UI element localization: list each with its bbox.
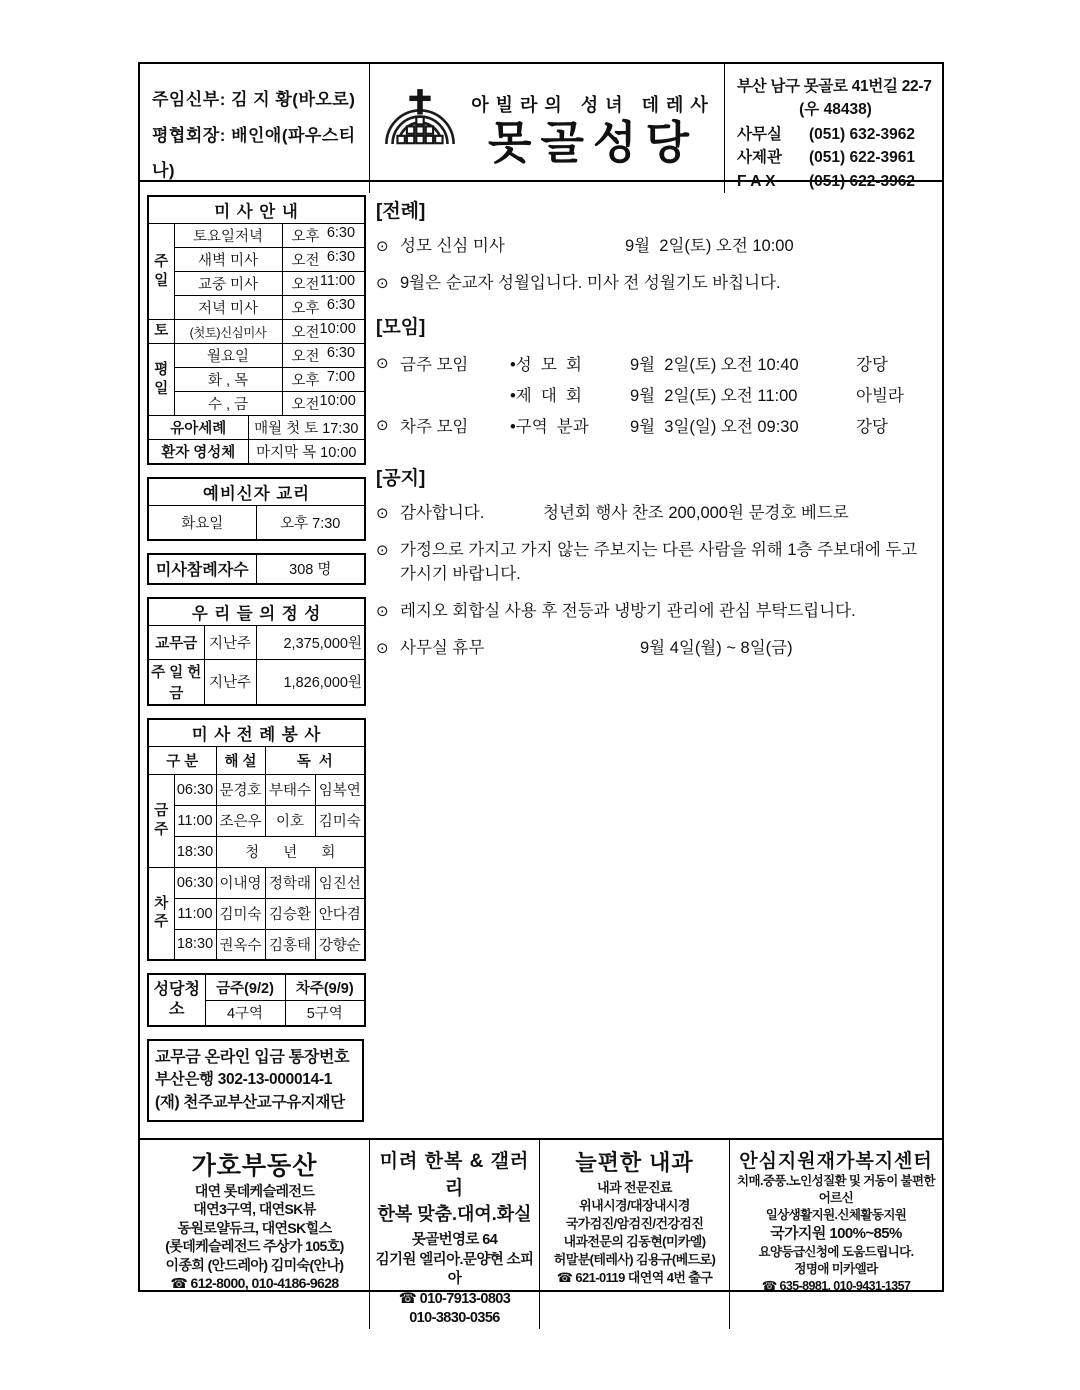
ad-line: 김기원 엘리아.문양현 소피아 (375, 1251, 534, 1288)
notice-item-detail: 9월 4일(월) ~ 8일(금) (640, 638, 793, 657)
ad-line: 국가지원 100%~85% (770, 1224, 902, 1242)
mass-name: (첫토)신심미사 (174, 320, 282, 344)
servers-time: 06:30 (174, 867, 216, 898)
baptism-label: 유아세례 (148, 416, 248, 440)
section-meetings-title: [모임] (376, 316, 426, 338)
ad-line: (롯데케슬레전드 주상가 105호) (165, 1238, 344, 1255)
servers-commentator: 권옥수 (216, 929, 265, 960)
ad-phone-line: ☎ 010-7913-0803 (398, 1290, 511, 1307)
header-logo (370, 64, 724, 193)
servers-reader: 안다겸 (315, 898, 365, 929)
ad-line: 정명애 미카엘라 (794, 1261, 878, 1276)
item-bullet-icon (376, 382, 392, 410)
address-line1: 부산 남구 못골로 41번길 22-7 (737, 78, 932, 95)
ad-phone-line: ☎ 635-8981, 010-9431-1357 (761, 1278, 911, 1293)
catechumen-time: 오후 7:30 (256, 506, 365, 540)
servers-title: 미 사 전 례 봉 사 (148, 719, 365, 747)
section-liturgy-title: [전례] (376, 201, 426, 222)
mass-name: 화 , 목 (174, 368, 282, 392)
phone-rectory (737, 146, 934, 169)
bank-account-box (147, 1039, 364, 1122)
address-line2: (우 48438) (799, 101, 872, 118)
meeting-item: •성 모 회 (510, 355, 582, 374)
mass-group-weekday: 평일 (148, 344, 174, 416)
offering-title: 우 리 들 의 정 성 (148, 598, 365, 626)
meeting-row (376, 351, 928, 379)
servers-group-next-week: 차주 (148, 867, 174, 960)
ad-title: 미려 한복 & 갤러리 (379, 1151, 530, 1199)
main-content (370, 182, 942, 1122)
attendance-label: 미사참례자수 (148, 554, 256, 584)
col-reader: 독 서 (265, 746, 365, 774)
ad-line: 대연 롯데케슬레전드 (194, 1183, 315, 1199)
notice-item (376, 637, 928, 661)
mass-name: 수 , 금 (174, 392, 282, 416)
ad-line: 요양등급신청에 도움드립니다. (758, 1244, 914, 1259)
servers-commentator: 김미숙 (216, 898, 265, 929)
liturgy-item-detail: 9월 2일(토) 오전 10:00 (625, 237, 794, 255)
meeting-item: •제 대 회 (510, 386, 582, 405)
servers-reader: 김승환 (265, 898, 315, 929)
ad-phone-line: ☎ 612-8000, 010-4186-9628 (170, 1275, 339, 1292)
church-motto: 아빌라의 성녀 데레사 (471, 94, 715, 115)
meeting-row (376, 413, 928, 441)
notice-item (376, 539, 928, 587)
servers-group-this-week: 금주 (148, 774, 174, 867)
servers-reader: 이호 (265, 805, 315, 836)
liturgy-item-text: 9월은 순교자 성월입니다. 미사 전 성월기도 바칩니다. (400, 273, 781, 292)
offering-name: 교무금 (148, 625, 204, 659)
servers-reader: 정학래 (265, 867, 315, 898)
mass-name: 교중 미사 (174, 272, 282, 296)
mass-schedule-title: 미 사 안 내 (148, 196, 365, 224)
item-bullet-icon: ⊙ (376, 639, 389, 657)
ad-line: 국가검진/암검진/건강검진 (565, 1215, 704, 1231)
ad-real-estate (140, 1140, 369, 1329)
meeting-date: 9월 3일(일) 오전 09:30 (630, 417, 799, 436)
section-notices-title: [공지] (376, 467, 426, 489)
ad-line: 위내시경/대장내시경 (579, 1197, 690, 1213)
servers-reader: 임진선 (315, 867, 365, 898)
meeting-date: 9월 2일(토) 오전 11:00 (630, 386, 798, 405)
header-staff (140, 64, 370, 193)
bulletin-sheet (138, 62, 944, 1327)
liturgy-item (376, 272, 928, 296)
meeting-place: 아빌라 (856, 386, 904, 405)
servers-reader: 김홍태 (265, 929, 315, 960)
meeting-label: 금주 모임 (400, 355, 469, 374)
cleaning-label: 성당청소 (148, 974, 205, 1026)
ad-hanbok-gallery (369, 1140, 539, 1329)
notice-item (376, 600, 928, 624)
bank-holder: (재) 천주교부산교구유지재단 (155, 1093, 345, 1111)
header-contact (724, 64, 942, 193)
servers-reader: 임복연 (315, 774, 365, 805)
servers-time: 06:30 (174, 774, 216, 805)
communion-label: 환자 영성체 (148, 440, 248, 465)
ad-welfare-center (729, 1140, 942, 1329)
notice-item-text: 사무실 휴무 (400, 638, 485, 657)
catechumen-table (147, 477, 366, 541)
servers-commentator: 조은우 (216, 805, 265, 836)
offering-amount: 1,826,000원 (256, 659, 365, 705)
ad-phone-line: 010-3830-0356 (409, 1310, 500, 1327)
meeting-label: 차주 모임 (400, 417, 469, 436)
ad-title: 안심지원재가복지센터 (739, 1151, 933, 1172)
meeting-place: 강당 (856, 355, 888, 374)
mass-name: 토요일저녁 (174, 224, 282, 248)
ad-line: 내과전문의 김동현(미카엘) (563, 1233, 706, 1249)
mass-name: 저녁 미사 (174, 296, 282, 320)
item-bullet-icon: ⊙ (376, 354, 389, 372)
ad-title: 늘편한 내과 (575, 1150, 694, 1175)
section-meetings (376, 312, 928, 441)
servers-reader: 부태수 (265, 774, 315, 805)
pastor-line: 주임신부: 김 지 황(바오로) (152, 90, 356, 109)
servers-time: 18:30 (174, 836, 216, 867)
servers-merged-group: 청 년 회 (216, 836, 365, 867)
offering-period: 지난주 (204, 659, 256, 705)
footer-ads (140, 1138, 942, 1327)
servers-time: 11:00 (174, 898, 216, 929)
ad-phone-line: ☎ 621-0119 대연역 4번 출구 (556, 1269, 713, 1285)
offering-period: 지난주 (204, 625, 256, 659)
cleaning-next-week-header: 차주(9/9) (285, 974, 365, 1000)
notice-item-text: 레지오 회합실 사용 후 전등과 냉방기 관리에 관심 부탁드립니다. (400, 601, 856, 620)
council-line: 평협회장: 배인애(파우스티나) (152, 125, 356, 181)
meeting-row (376, 382, 928, 410)
notice-item-text: 가정으로 가지고 가지 않는 주보지는 다른 사람을 위해 1층 주보대에 두고 가시기 바랍니다. (400, 540, 918, 583)
cleaning-next-week: 5구역 (285, 1000, 365, 1026)
ad-subtitle: 한복 맞춤.대여.화실 (377, 1204, 532, 1224)
item-bullet-icon: ⊙ (376, 416, 389, 434)
notice-item (376, 502, 928, 526)
phone-office (737, 123, 934, 146)
servers-commentator: 이내영 (216, 867, 265, 898)
cleaning-table (147, 973, 366, 1027)
attendance-table (147, 553, 366, 585)
attendance-value: 308 명 (256, 554, 365, 584)
ad-line: 허말분(테레사) 김용규(베드로) (553, 1251, 716, 1267)
phone-office-number: (051) 632-3962 (809, 126, 915, 143)
section-notices (376, 463, 928, 661)
meeting-place: 강당 (856, 417, 888, 436)
section-liturgy (376, 196, 928, 296)
ad-line: 대연3구역, 대연SK뷰 (193, 1201, 316, 1218)
phone-office-label: 사무실 (737, 126, 782, 143)
ad-line: 일상생활지원.신체활동지원 (765, 1207, 907, 1222)
ad-internal-medicine (539, 1140, 729, 1329)
servers-reader: 강향순 (315, 929, 365, 960)
mass-schedule-table: 미 사 안 내 주일 토요일저녁 오후 6:30 새벽 미사 오전 6:30 교중 미사 오전 11:00 저녁 미사 오후 6:30 토 (첫토)신심미사 오전 10:00 평일 월요일 오전 6:30 화 , 목 오후 7:00 수 , 금 오전 10:00 유아세례 매월 첫 토 17:30 환자 영성체 마지막 목 10:00 (147, 195, 366, 465)
mass-group-saturday: 토 (148, 320, 174, 344)
servers-commentator: 문경호 (216, 774, 265, 805)
servers-time: 18:30 (174, 929, 216, 960)
mass-group-sunday: 주일 (148, 224, 174, 320)
phone-rectory-number: (051) 622-3961 (809, 149, 915, 167)
item-bullet-icon: ⊙ (376, 238, 389, 255)
servers-table (147, 718, 366, 962)
servers-reader: 김미숙 (315, 805, 365, 836)
cleaning-this-week: 4구역 (205, 1000, 285, 1026)
cleaning-this-week-header: 금주(9/2) (205, 974, 285, 1000)
communion-detail: 마지막 목 10:00 (248, 440, 365, 465)
item-bullet-icon: ⊙ (376, 602, 389, 620)
phone-rectory-label: 사제관 (737, 149, 782, 167)
liturgy-item (376, 235, 928, 259)
ad-line: 내과 전문진료 (597, 1180, 672, 1195)
phone-fax-number: (051) 622-3962 (809, 172, 915, 190)
catechumen-title: 예비신자 교리 (148, 478, 365, 506)
ad-line: 치매.중풍.노인성질환 및 거동이 불편한 어르신 (737, 1174, 935, 1205)
church-name: 못골성당 (488, 116, 698, 168)
item-bullet-icon: ⊙ (376, 541, 389, 559)
offering-table (147, 597, 366, 706)
mass-name: 월요일 (174, 344, 282, 368)
meeting-item: •구역 분과 (510, 417, 589, 436)
phone-fax-label: F A X (737, 172, 776, 190)
mass-ampm: 오후 (291, 229, 320, 245)
liturgy-item-text: 성모 신심 미사 (400, 237, 505, 255)
sidebar (140, 182, 370, 1122)
notice-item-detail: 청년회 행사 찬조 200,000원 문경호 베드로 (543, 503, 849, 522)
meeting-date: 9월 2일(토) 오전 10:40 (630, 355, 799, 374)
offering-name: 주 일 헌 금 (148, 659, 204, 705)
ad-line: 못골번영로 64 (411, 1232, 498, 1248)
church-emblem-icon (379, 85, 461, 172)
ad-line: 이종희 (안드레아) 김미숙(안나) (165, 1256, 344, 1273)
servers-time: 11:00 (174, 805, 216, 836)
mass-time: 6:30 (326, 225, 356, 241)
mass-name: 새벽 미사 (174, 248, 282, 272)
offering-amount: 2,375,000원 (256, 625, 365, 659)
item-bullet-icon: ⊙ (376, 504, 389, 522)
header (140, 64, 942, 190)
col-commentator: 해 설 (216, 746, 265, 774)
bank-title: 교무금 온라인 입금 통장번호 (155, 1049, 350, 1066)
ad-title: 가호부동산 (191, 1152, 318, 1180)
ad-line: 동원로얄듀크, 대연SK힐스 (177, 1219, 332, 1236)
bank-account-number: 부산은행 302-13-000014-1 (155, 1071, 333, 1089)
item-bullet-icon: ⊙ (376, 274, 389, 292)
col-division: 구 분 (148, 746, 216, 774)
baptism-detail: 매월 첫 토 17:30 (248, 416, 365, 440)
catechumen-day: 화요일 (148, 506, 256, 540)
notice-item-text: 감사합니다. (400, 503, 485, 522)
